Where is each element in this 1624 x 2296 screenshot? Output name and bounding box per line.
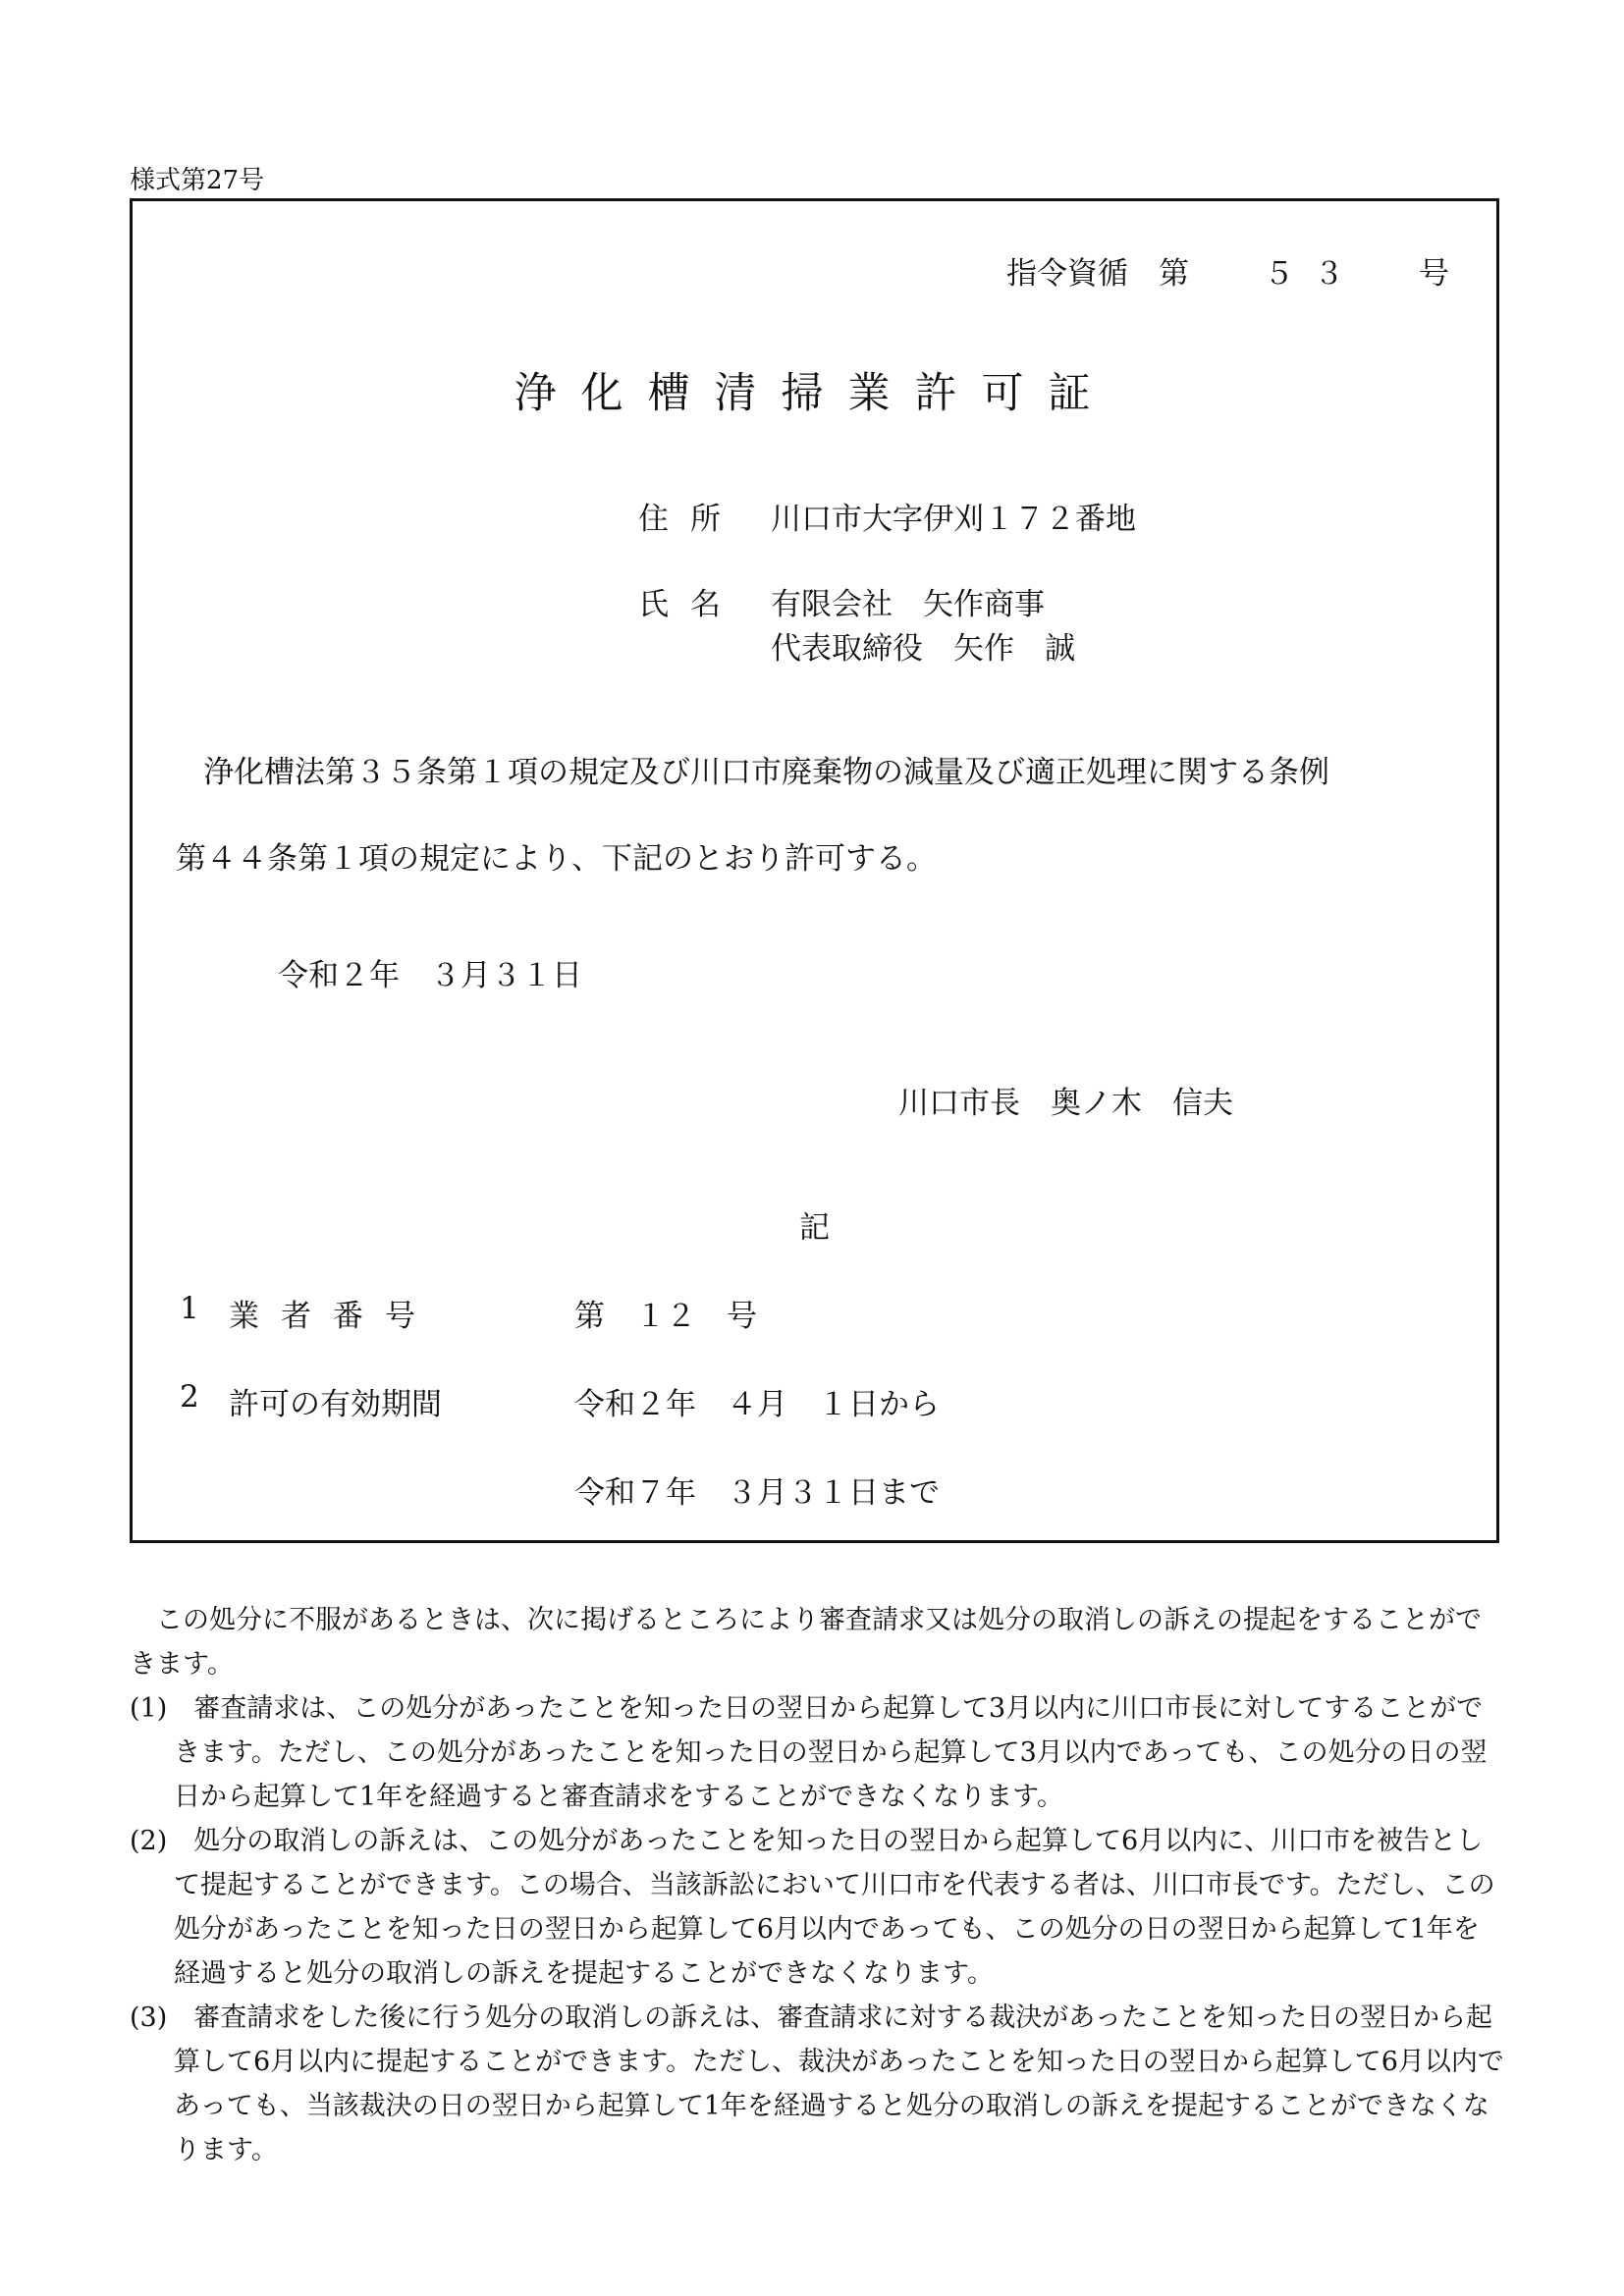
name-label: 氏名 <box>638 587 742 622</box>
permit-text-line-1: 浄化槽法第３５条第１項の規定及び川口市廃棄物の減量及び適正処理に関する条例 <box>203 755 1329 790</box>
note-item-3: (3) 審査請求をした後に行う処分の取消しの訴えは、審査請求に対する裁決があったことを知った日の翌日から起算して6月以内に提起することができます。ただし、裁決があったことを知った日の翌日から起算して6月以内であっても、当該裁決の日の翌日から起算して1年を経過すると処分の取消しの訴えを提起することができなくなります。 <box>130 2002 1504 2165</box>
issue-date: 令和２年 ３月３１日 <box>278 958 582 993</box>
appeal-notes <box>130 1598 1504 2172</box>
item-number-1: 1 <box>180 1291 199 1326</box>
item-label-1: 業者番号 <box>229 1299 437 1334</box>
reference-value: ５３ <box>1264 256 1364 292</box>
address-value: 川口市大字伊刈１７２番地 <box>771 502 1136 537</box>
name-row <box>638 579 1045 623</box>
company-name: 有限会社 矢作商事 <box>771 587 1045 622</box>
item-number-2: 2 <box>180 1379 199 1415</box>
address-label: 住所 <box>638 502 742 537</box>
permit-text-line-2: 第４４条第１項の規定により、下記のとおり許可する。 <box>176 841 937 877</box>
document-title: 浄化槽清掃業許可証 <box>514 369 1115 418</box>
permit-frame <box>130 198 1499 1543</box>
representative-name: 代表取締役 矢作 誠 <box>771 631 1075 667</box>
address-row <box>638 494 1136 538</box>
reference-prefix: 指令資循 第 <box>1006 256 1189 292</box>
ki-heading: 記 <box>799 1210 830 1246</box>
item-value-2-end: 令和７年 ３月３１日まで <box>574 1475 940 1511</box>
item-value-2: 令和２年 ４月 １日から <box>574 1387 940 1422</box>
reference-suffix: 号 <box>1419 256 1449 292</box>
note-item-2: (2) 処分の取消しの訴えは、この処分があったことを知った日の翌日から起算して6月以内に、川口市を被告として提起することができます。この場合、当該訴訟において川口市を代表する者は、川口市長です。ただし、この処分があったことを知った日の翌日から起算して6月以内であっても、この処分の日の翌日から起算して1年を経過すると処分の取消しの訴えを提起することができなくなります。 <box>130 1826 1495 1989</box>
item-value-1: 第 １２ 号 <box>574 1299 757 1334</box>
notes-intro: この処分に不服があるときは、次に掲げるところにより審査請求又は処分の取消しの訴えの提起をすることができます。 <box>130 1605 1482 1680</box>
form-number: 様式第27号 <box>130 166 265 195</box>
item-label-2: 許可の有効期間 <box>229 1387 442 1422</box>
reference-number <box>1006 248 1449 293</box>
issuer-signature: 川口市長 奥ノ木 信夫 <box>898 1086 1233 1121</box>
note-item-1: (1) 審査請求は、この処分があったことを知った日の翌日から起算して3月以内に川口市長に対してすることができます。ただし、この処分があったことを知った日の翌日から起算して3月以内であっても、この処分の日の翌日から起算して1年を経過すると審査請求をすることができなくなります。 <box>130 1693 1488 1812</box>
